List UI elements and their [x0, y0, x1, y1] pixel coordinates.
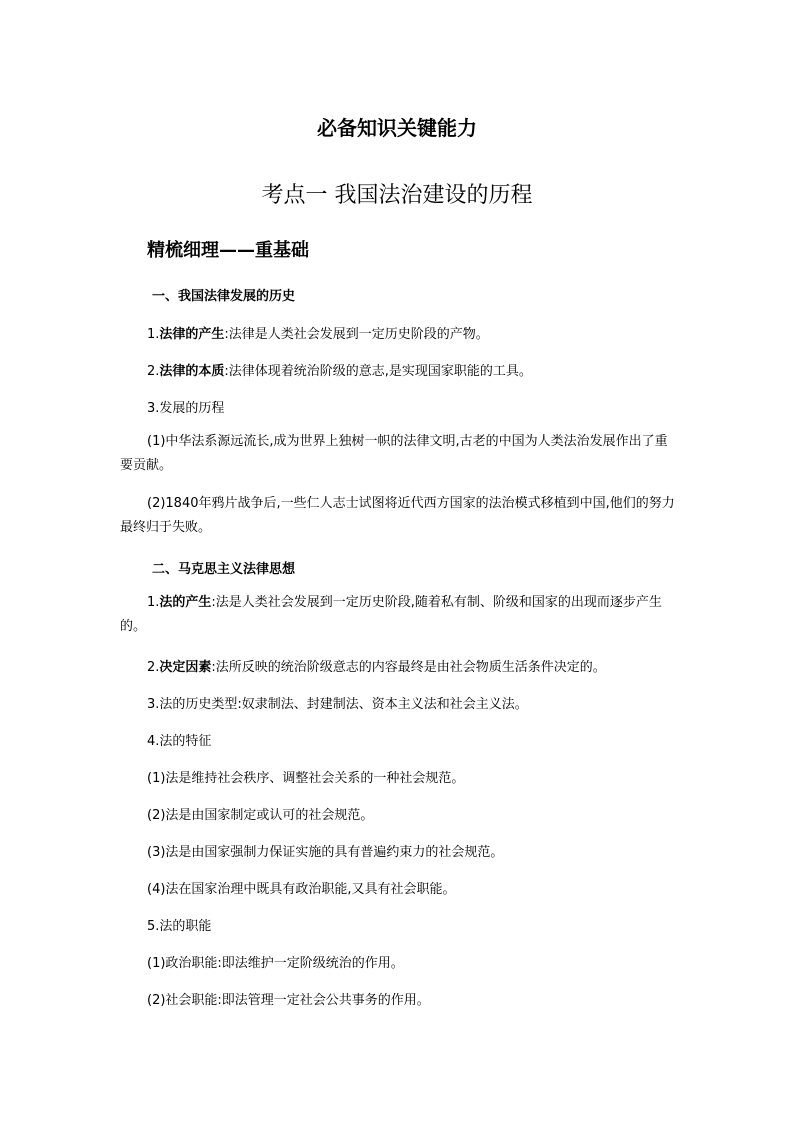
part1-paragraph-2 — [147, 360, 532, 379]
part2-paragraph-10: (1)政治职能:即法维护一定阶级统治的作用。 — [147, 956, 404, 971]
part1-p1-number: 1. — [147, 327, 160, 342]
part2-paragraph-5: (1)法是维持社会秩序、调整社会关系的一种社会规范。 — [147, 771, 465, 786]
part1-p2-number: 2. — [147, 364, 160, 379]
part1-paragraph-4: (1)中华法系源远流长,成为世界上独树一帜的法律文明,古老的中国为人类法治发展作出了重要贡献。 — [120, 434, 668, 473]
part2-p2-text: :法所反映的统治阶级意志的内容最终是由社会物质生活条件决定的。 — [211, 660, 606, 675]
part2-p2-term: 决定因素 — [159, 660, 212, 675]
part2-heading: 二、马克思主义法律思想 — [152, 562, 296, 577]
part2-p1-text: :法是人类社会发展到一定历史阶段,随着私有制、阶级和国家的出现而逐步产生的。 — [120, 595, 662, 634]
part1-paragraph-5: (2)1840年鸦片战争后,一些仁人志士试图将近代西方国家的法治模式移植到中国,他们的努力最终归于失败。 — [120, 496, 675, 535]
part2-p1-term: 法的产生 — [159, 595, 212, 610]
part2-paragraph-1 — [120, 591, 680, 639]
part1-paragraph-3: 3.发展的历程 — [147, 401, 225, 416]
part1-p1-text: :法律是人类社会发展到一定历史阶段的产物。 — [224, 327, 489, 342]
part2-paragraph-4: 4.法的特征 — [147, 734, 212, 749]
part2-paragraph-11: (2)社会职能:即法管理一定社会公共事务的作用。 — [147, 993, 430, 1008]
page-title: 必备知识关键能力 — [317, 116, 477, 140]
part2-p1-number: 1. — [147, 595, 160, 610]
part2-paragraph-9: 5.法的职能 — [147, 919, 212, 934]
part2-paragraph-7: (3)法是由国家强制力保证实施的具有普遍约束力的社会规范。 — [147, 845, 504, 860]
part1-p2-term: 法律的本质 — [159, 364, 225, 379]
part2-paragraph-3: 3.法的历史类型:奴隶制法、封建制法、资本主义法和社会主义法。 — [147, 697, 528, 712]
section-heading: 精梳细理——重基础 — [147, 240, 309, 261]
part1-heading: 一、我国法律发展的历史 — [152, 289, 296, 304]
part2-paragraph-8: (4)法在国家治理中既具有政治职能,又具有社会职能。 — [147, 882, 456, 897]
part1-p1-term: 法律的产生 — [159, 327, 225, 342]
part2-paragraph-6: (2)法是由国家制定或认可的社会规范。 — [147, 808, 374, 823]
part2-paragraph-2 — [147, 656, 606, 675]
part2-p2-number: 2. — [147, 660, 160, 675]
topic-title: 考点一 我国法治建设的历程 — [261, 183, 533, 208]
part1-p2-text: :法律体现着统治阶级的意志,是实现国家职能的工具。 — [224, 364, 532, 379]
part1-paragraph-1 — [147, 323, 489, 342]
